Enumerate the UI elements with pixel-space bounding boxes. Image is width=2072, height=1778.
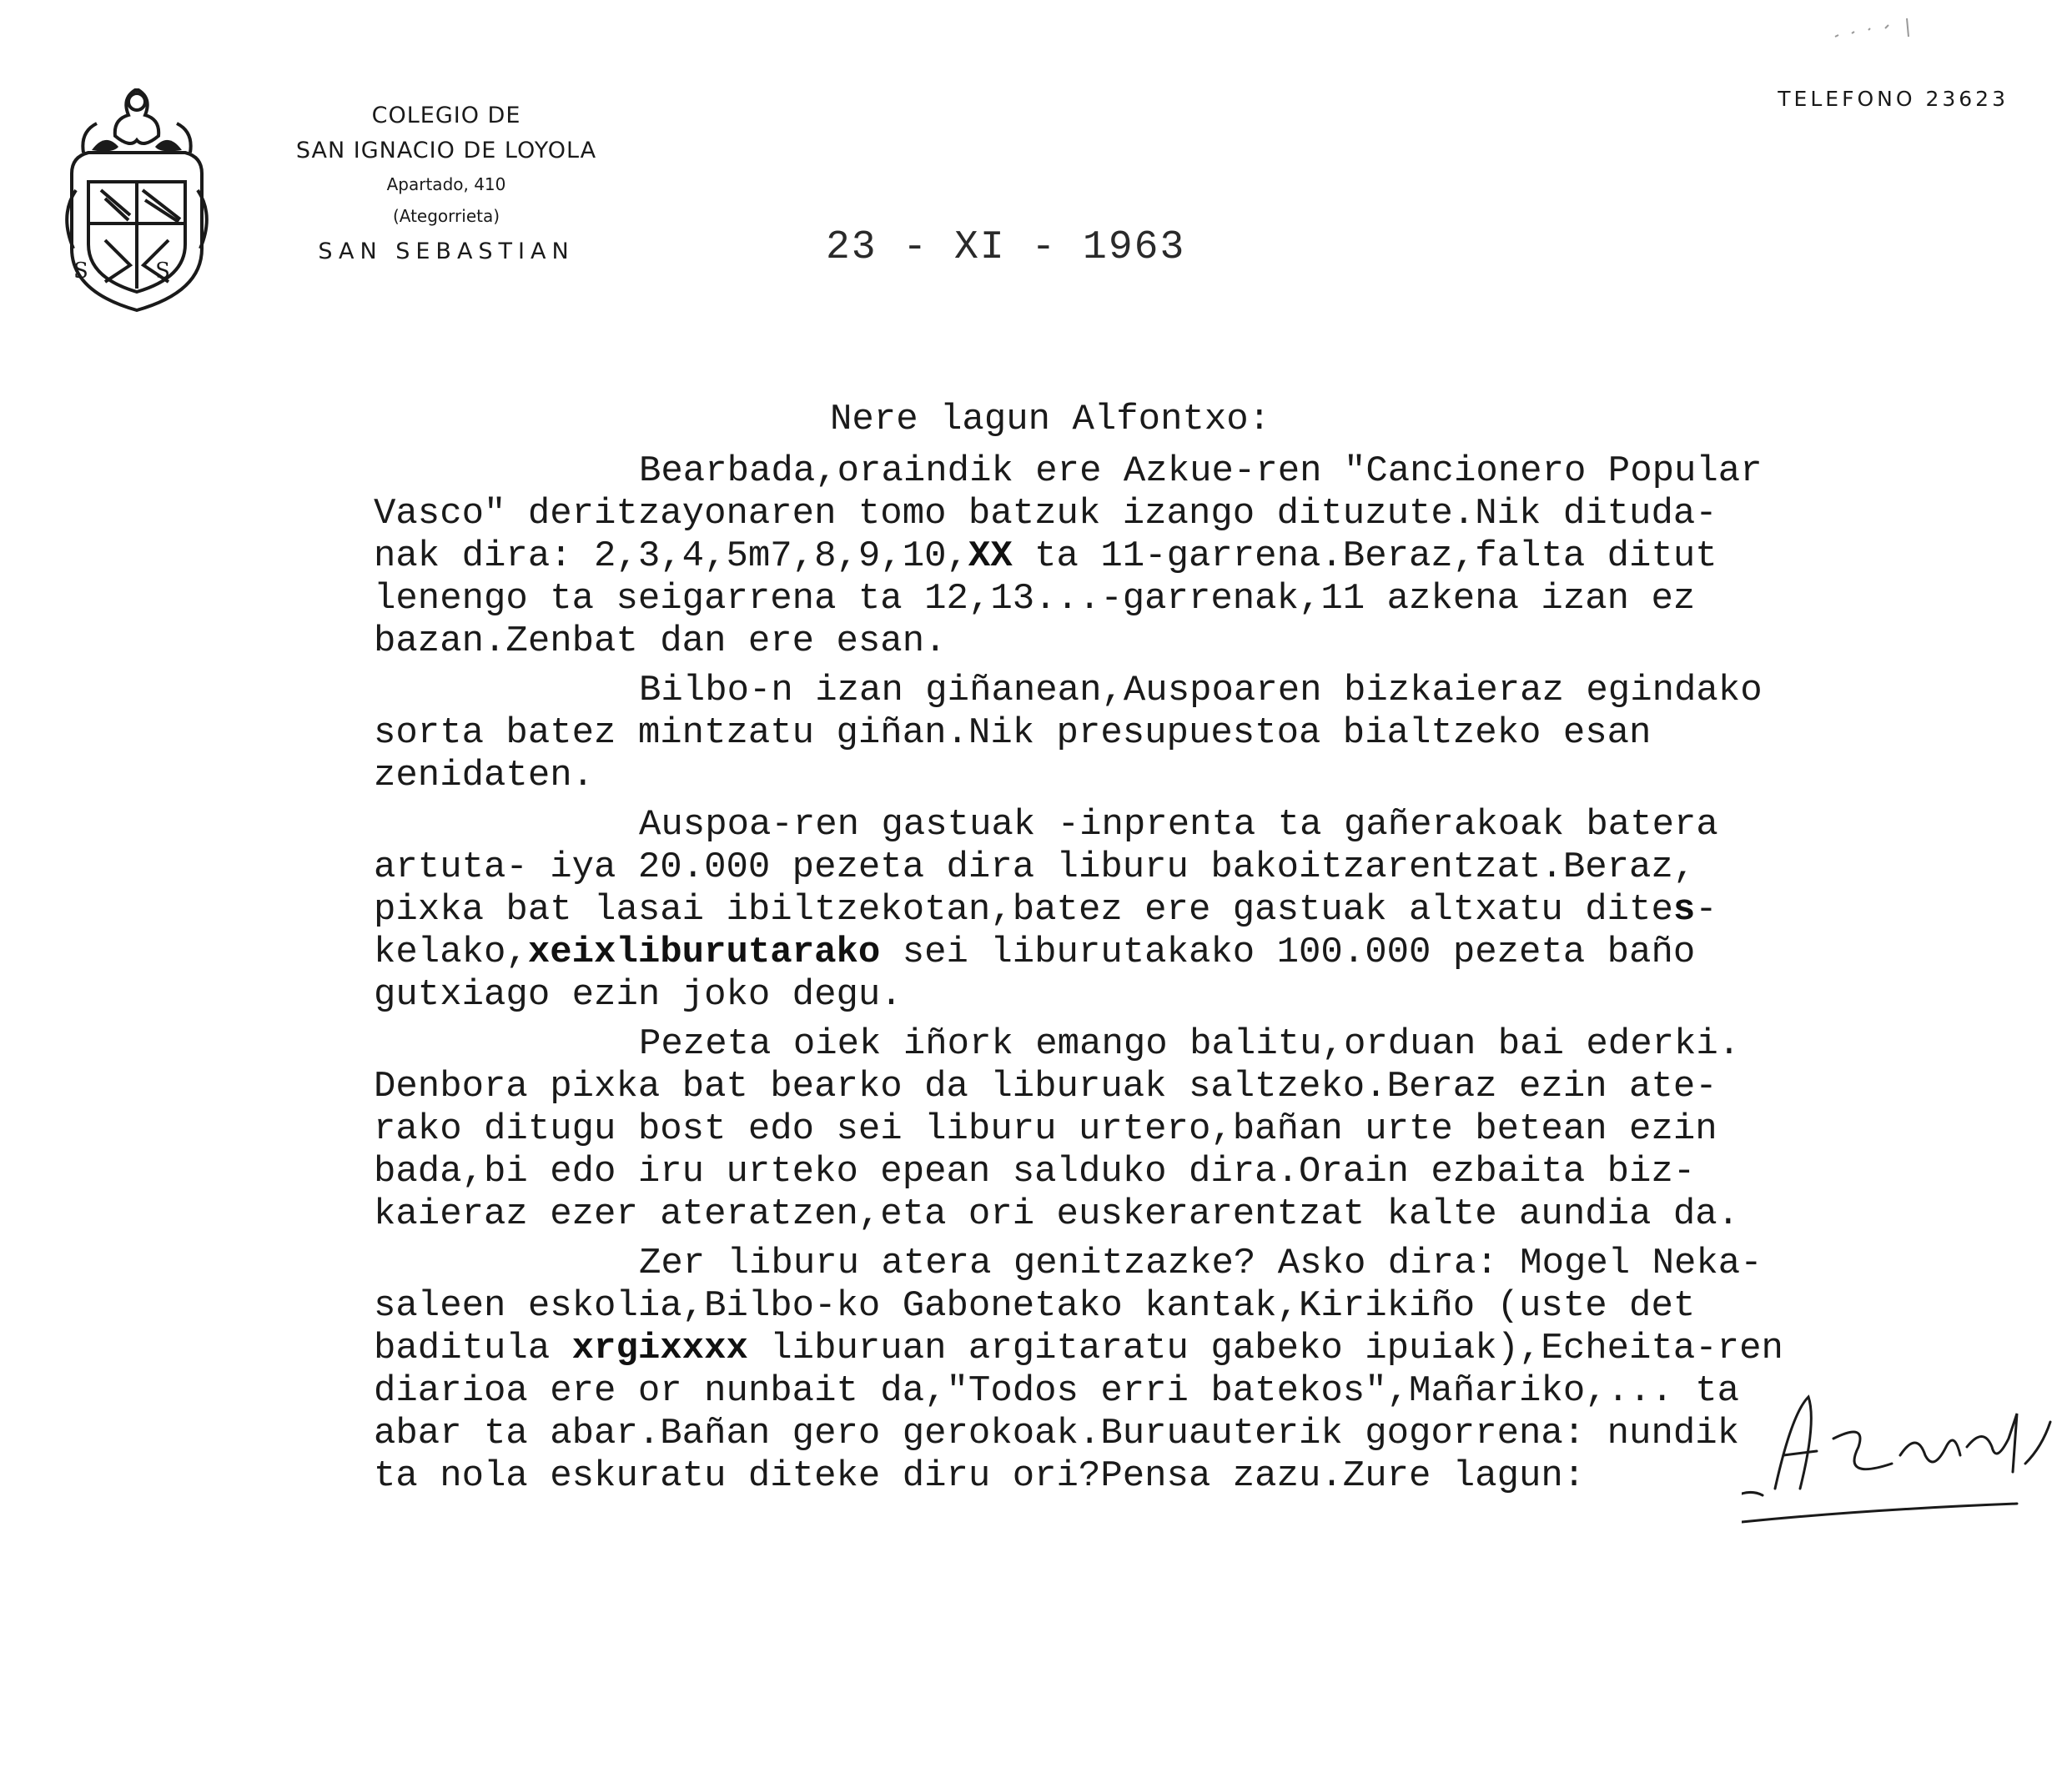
overstruck-text: XX	[968, 535, 1013, 577]
body-line: sorta batez mintzatu giñan.Nik presupuestoa bialtzeko esan	[374, 712, 1652, 754]
body-fragment: pixka bat lasai ibiltzekotan,batez ere gastuak altxatu dite	[374, 889, 1673, 931]
body-line: ta nola eskuratu diteke diru ori?Pensa zazu.Zure lagun:	[374, 1455, 1586, 1497]
overstruck-text: xeixliburutarako	[527, 932, 881, 973]
body-line: Pezeta oiek iñork emango balitu,orduan bai ederki.	[639, 1023, 1741, 1065]
body-line: Zer liburu atera genitzazke? Asko dira: Mogel Neka-	[639, 1243, 1763, 1284]
body-line: Bearbada,oraindik ere Azkue-ren "Cancionero Popular	[639, 450, 1763, 492]
letterhead-school-line1: COLEGIO DE	[371, 103, 521, 128]
letterhead-school-name: SAN IGNACIO DE LOYOLA	[295, 138, 597, 163]
body-line: rako ditugu bost edo sei liburu urtero,bañan urte betean ezin	[374, 1108, 1717, 1150]
body-line: Vasco" deritzayonaren tomo batzuk izango dituzute.Nik dituda-	[374, 493, 1717, 535]
body-line: gutxiago ezin joko degu.	[374, 974, 903, 1016]
letterhead-city: SAN SEBASTIAN	[318, 239, 575, 264]
telephone	[1778, 87, 2009, 111]
letterhead-district: (Ategorrieta)	[392, 206, 500, 226]
body-line: lenengo ta seigarrena ta 12,13...-garrenak,11 azkena izan ez	[374, 578, 1696, 620]
overstruck-text: xrgixxxx	[571, 1328, 748, 1369]
body-line: zenidaten.	[374, 755, 595, 796]
body-line: Bilbo-n izan giñanean,Auspoaren bizkaieraz egindako	[639, 670, 1763, 711]
letter-body	[374, 450, 2000, 1498]
letterhead-po-box: Apartado, 410	[386, 174, 506, 194]
handwritten-signature	[1742, 1364, 2067, 1539]
body-line: abar ta abar.Bañan gero gerokoak.Buruauterik gogorrena: nundik	[374, 1413, 1740, 1454]
scan-speck-mark	[1827, 12, 1927, 53]
school-coat-of-arms-seal	[55, 73, 219, 315]
body-line: saleen eskolia,Bilbo-ko Gabonetako kantak,Kirikiño (uste det	[374, 1285, 1696, 1327]
body-line: artuta- iya 20.000 pezeta dira liburu bakoitzarentzat.Beraz,	[374, 846, 1696, 888]
overstruck-text: s	[1672, 889, 1696, 931]
body-fragment: liburuan argitaratu gabeko ipuiak),Echeita-ren	[747, 1328, 1783, 1369]
body-line	[374, 535, 2000, 578]
telephone-label: TELEFONO	[1778, 87, 1916, 111]
letter-date: 23 - XI - 1963	[826, 225, 1186, 270]
body-line: Auspoa-ren gastuak -inprenta ta gañerakoak batera	[639, 804, 1718, 846]
body-fragment: baditula	[374, 1328, 572, 1369]
body-line: kaieraz ezer ateratzen,eta ori euskerarentzat kalte aundia da.	[374, 1193, 1740, 1235]
body-fragment: -	[1695, 889, 1717, 931]
salutation: Nere lagun Alfontxo:	[830, 399, 1271, 440]
body-fragment: sei liburutakako 100.000 pezeta baño	[880, 932, 1696, 973]
body-line: bazan.Zenbat dan ere esan.	[374, 620, 947, 662]
body-line: bada,bi edo iru urteko epean salduko dira.Orain ezbaita biz-	[374, 1151, 1696, 1193]
body-fragment: nak dira: 2,3,4,5m7,8,9,10,	[374, 535, 968, 577]
body-line: Denbora pixka bat bearko da liburuak saltzeko.Beraz ezin ate-	[374, 1066, 1717, 1107]
letterhead	[259, 98, 634, 272]
telephone-number: 23623	[1925, 87, 2009, 111]
body-fragment: ta 11-garrena.Beraz,falta ditut	[1012, 535, 1717, 577]
seal-letters: S S	[73, 259, 200, 284]
body-line	[374, 932, 2000, 974]
body-fragment: kelako,	[374, 932, 528, 973]
body-line: diarioa ere or nunbait da,"Todos erri batekos",Mañariko,... ta	[374, 1370, 1740, 1412]
body-line	[374, 889, 2000, 932]
